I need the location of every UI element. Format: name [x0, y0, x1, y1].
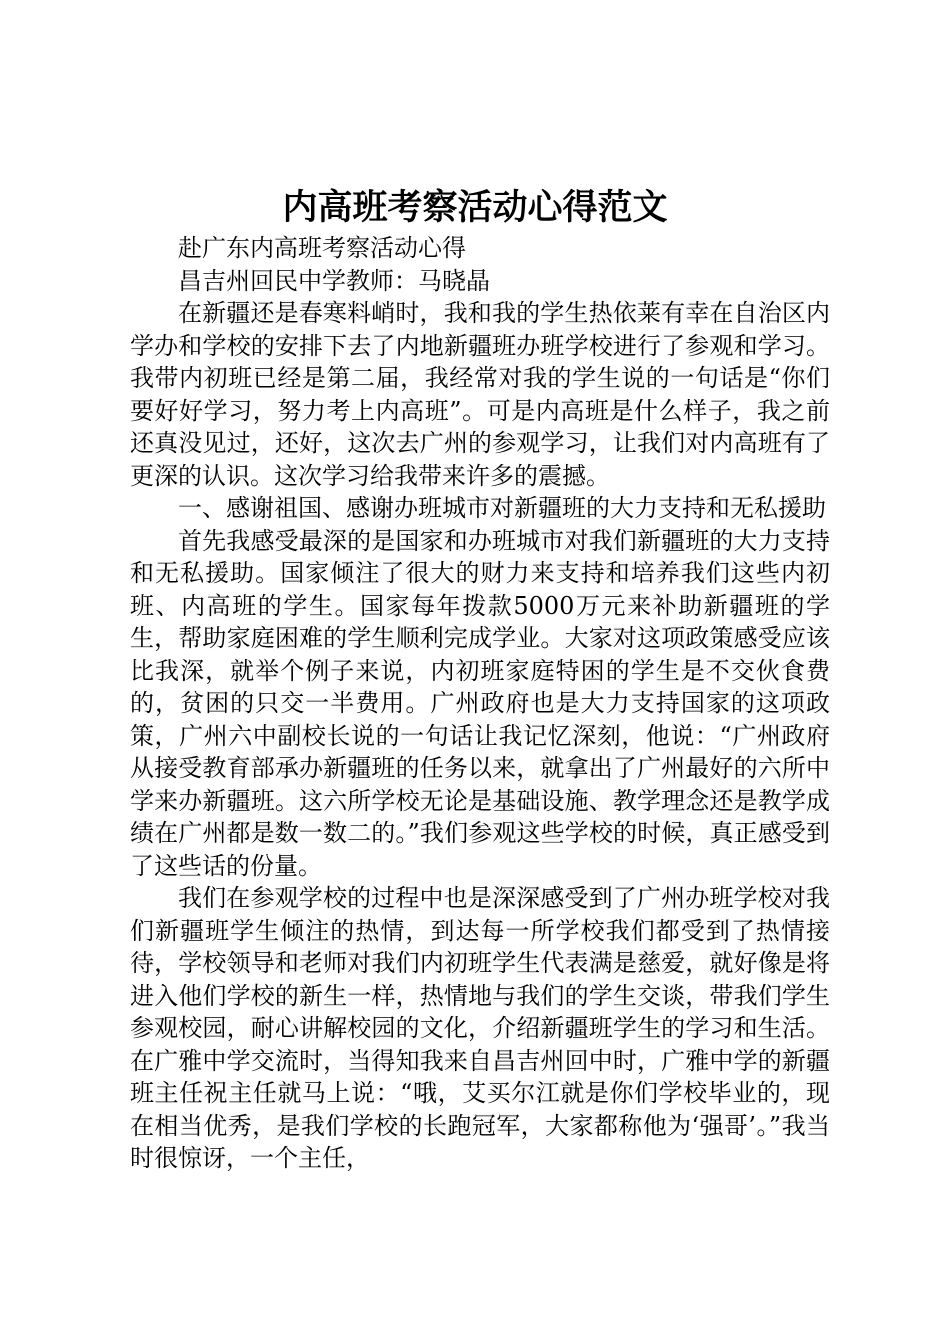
author-paragraph: 昌吉州回民中学教师：马晓晶 [178, 266, 490, 295]
section-heading: 一、感谢祖国、感谢办班城市对新疆班的大力支持和无私援助 [178, 494, 826, 522]
document-body [130, 232, 830, 1175]
document-title: 内高班考察活动心得范文 [282, 187, 668, 228]
subtitle-paragraph: 赴广东内高班考察活动心得 [178, 234, 466, 262]
body-paragraph: 我们在参观学校的过程中也是深深感受到了广州办班学校对我们新疆班学生倾注的热情，到达每一所学校我们都受到了热情接待，学校领导和老师对我们内初班学生代表满是慈爱，就好像是将进入他们学校的新生一样，热情地与我们的学生交谈，带我们学生参观校园，耐心讲解校园的文化，介绍新疆班学生的学习和生活。在广雅中学交流时，当得知我来自昌吉州回中时，广雅中学的新疆班主任祝主任就马上说：“哦，艾买尔江就是你们学校毕业的，现在相当优秀，是我们学校的长跑冠军，大家都称他为‘强哥’。”我当时很惊讶，一个主任， [130, 884, 830, 1172]
body-paragraph: 首先我感受最深的是国家和办班城市对我们新疆班的大力支持和无私援助。国家倾注了很大的财力来支持和培养我们这些内初班、内高班的学生。国家每年拨款5000万元来补助新疆班的学生，帮助家庭困难的学生顺利完成学业。大家对这项政策感受应该比我深，就举个例子来说，内初班家庭特困的学生是不交伙食费的，贫困的只交一半费用。广州政府也是大力支持国家的这项政策，广州六中副校长说的一句话让我记忆深刻，他说：“广州政府从接受教育部承办新疆班的任务以来，就拿出了广州最好的六所中学来办新疆班。这六所学校无论是基础设施、教学理念还是教学成绩在广州都是数一数二的。”我们参观这些学校的时候，真正感受到了这些话的份量。 [130, 526, 830, 880]
body-paragraph: 在新疆还是春寒料峭时，我和我的学生热依莱有幸在自治区内学办和学校的安排下去了内地新疆班办班学校进行了参观和学习。我带内初班已经是第二届，我经常对我的学生说的一句话是“你们要好好学习，努力考上内高班”。可是内高班是什么样子，我之前还真没见过，还好，这次去广州的参观学习，让我们对内高班有了更深的认识。这次学习给我带来许多的震撼。 [130, 299, 830, 490]
